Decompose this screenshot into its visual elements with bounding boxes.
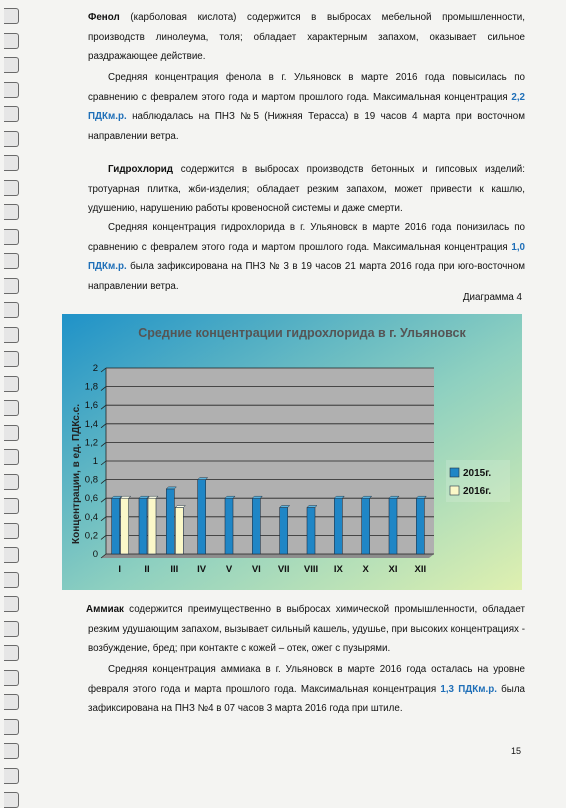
- binding-ring: [4, 425, 19, 441]
- ammonia-conc-text: Средняя концентрация аммиака в г. Ульяновск в марте 2016 года осталась на уровне февраля этого года и марта прошлого года. Максимальная концентрация: [88, 664, 525, 695]
- bar-2015: [198, 480, 206, 554]
- binding-ring: [4, 131, 19, 147]
- phenol-conc-text-end: наблюдалась на ПНЗ №5 (Нижняя Терасса) в 19 часов 4 марта при восточном направлении ветра.: [88, 111, 525, 142]
- ammonia-desc: содержится преимущественно в выбросах химической промышленности, обладает резким удушающим запахом, вызывает сильный кашель, удушье, при высоких концентрациях - возбуждение, бред; при контакте с кожей – отек, ожег с пузырями.: [88, 604, 525, 655]
- y-tick-label: 0,6: [84, 493, 98, 505]
- chart-title: Средние концентрации гидрохлорида в г. Ульяновск: [138, 326, 466, 340]
- hydrochloride-term: Гидрохлорид: [108, 164, 174, 175]
- legend-label: 2016г.: [463, 486, 492, 497]
- binding-ring: [4, 33, 19, 49]
- y-tick-label: 0,4: [84, 511, 98, 523]
- bar-top: [416, 496, 426, 498]
- bar-top: [198, 478, 208, 480]
- legend-label: 2015г.: [463, 468, 492, 479]
- binding-ring: [4, 400, 19, 416]
- x-tick-label: VI: [251, 564, 261, 575]
- x-tick-label: XI: [388, 564, 398, 575]
- bar-2015: [112, 498, 120, 554]
- bar-top: [389, 496, 399, 498]
- hydrochloride-desc: содержится в выбросах производств бетонных и гипсовых изделий: тротуарная плитка, жби-изделия; обладает резким запахом, может привести к кашлю, удушению, нарушению работы кровеносной системы и даже смерти.: [88, 164, 525, 215]
- legend-swatch: [450, 486, 459, 495]
- x-tick-label: I: [118, 564, 121, 575]
- bar-2015: [166, 489, 174, 554]
- binding-ring: [4, 547, 19, 563]
- chart-ylabel: Концентрации, в ед. ПДКс.с.: [71, 404, 82, 544]
- y-tick-label: 1,6: [84, 400, 98, 412]
- binding-ring: [4, 302, 19, 318]
- y-tick-label: 0,8: [84, 474, 98, 486]
- binding-ring: [4, 743, 19, 759]
- x-tick-label: IX: [333, 564, 343, 575]
- bar-2016: [175, 508, 183, 555]
- bar-top: [252, 496, 262, 498]
- binding-ring: [4, 82, 19, 98]
- binding-ring: [4, 155, 19, 171]
- binding-ring: [4, 351, 19, 367]
- spiral-binding: [0, 0, 24, 800]
- bar-2015: [362, 498, 370, 554]
- hydrochloride-conc-text-end: была зафиксирована на ПНЗ № 3 в 19 часов 21 марта 2016 года при юго-восточном направлении ветра.: [88, 261, 525, 292]
- x-tick-label: XII: [414, 564, 427, 575]
- bar-2015: [139, 498, 147, 554]
- binding-ring: [4, 792, 19, 808]
- binding-ring: [4, 694, 19, 710]
- binding-ring: [4, 449, 19, 465]
- bar-2016: [148, 498, 156, 554]
- binding-ring: [4, 180, 19, 196]
- binding-ring: [4, 645, 19, 661]
- ammonia-paragraph-2: [88, 660, 525, 719]
- ammonia-paragraph-1: [88, 600, 525, 659]
- bar-top: [280, 506, 290, 508]
- bar-2015: [416, 498, 424, 554]
- binding-ring: [4, 523, 19, 539]
- binding-ring: [4, 376, 19, 392]
- binding-ring: [4, 596, 19, 612]
- x-tick-label: VII: [277, 564, 290, 575]
- binding-ring: [4, 278, 19, 294]
- y-tick-label: 1,8: [84, 381, 98, 393]
- bar-top: [362, 496, 372, 498]
- phenol-paragraph-2: [88, 68, 525, 146]
- bar-2016: [121, 498, 129, 554]
- binding-ring: [4, 474, 19, 490]
- bar-top: [139, 496, 149, 498]
- binding-ring: [4, 204, 19, 220]
- binding-ring: [4, 8, 19, 24]
- diagram-label: Диаграмма 4: [462, 292, 522, 303]
- phenol-max-value: 2,2 ПДКм.р.: [88, 91, 525, 123]
- y-tick-label: 0,2: [84, 530, 98, 542]
- phenol-paragraph-1: [88, 8, 525, 67]
- x-tick-label: X: [362, 564, 369, 575]
- binding-ring: [4, 253, 19, 269]
- binding-ring: [4, 670, 19, 686]
- x-tick-label: III: [170, 564, 179, 575]
- binding-ring: [4, 719, 19, 735]
- hydrochloride-paragraph-2: [88, 218, 525, 296]
- ammonia-conc-text-end: была зафиксирована на ПНЗ №4 в 07 часов 3 марта 2016 года при штиле.: [88, 683, 525, 715]
- phenol-desc: (карболовая кислота) содержится в выбросах мебельной промышленности, производств линолеума, толя; обладает характерным запахом, оказывает сильное раздражающее действие.: [88, 12, 525, 63]
- y-tick-label: 1,4: [84, 418, 98, 430]
- legend-swatch: [450, 468, 459, 477]
- hydrochloride-paragraph-1: [88, 160, 525, 219]
- bar-2015: [252, 498, 260, 554]
- bar-2015: [334, 498, 342, 554]
- ammonia-max-value: 1,3 ПДКм.р.: [440, 683, 497, 695]
- binding-ring: [4, 57, 19, 73]
- bar-top: [112, 496, 122, 498]
- binding-ring: [4, 768, 19, 784]
- x-tick-label: VIII: [303, 564, 319, 575]
- binding-ring: [4, 498, 19, 514]
- binding-ring: [4, 572, 19, 588]
- hydrochloride-conc-text: Средняя концентрация гидрохлорида в г. Ульяновск в марте 2016 года понизилась по сравнению с февралем этого года и мартом прошлого года. Максимальная концентрация: [88, 222, 525, 253]
- bar-top: [225, 496, 235, 498]
- bar-top: [307, 506, 317, 508]
- y-tick-label: 2: [92, 363, 98, 374]
- y-tick-label: 1,2: [84, 437, 98, 449]
- x-tick-label: IV: [197, 564, 207, 575]
- x-tick-label: V: [225, 564, 233, 575]
- bar-top: [121, 496, 131, 498]
- plot-floor: [101, 554, 434, 558]
- bar-2015: [389, 498, 397, 554]
- y-tick-label: 1: [92, 456, 98, 467]
- binding-ring: [4, 229, 19, 245]
- hydrochloride-chart: [62, 314, 522, 590]
- binding-ring: [4, 327, 19, 343]
- bar-top: [166, 487, 176, 489]
- bar-top: [148, 496, 158, 498]
- phenol-term: Фенол: [88, 12, 120, 23]
- phenol-conc-text: Средняя концентрация фенола в г. Ульяновск в марте 2016 года повысилась по сравнению с февралем этого года и мартом прошлого года. Максимальная концентрация: [88, 72, 525, 103]
- bar-2015: [307, 508, 315, 555]
- page-number: 15: [511, 746, 522, 756]
- bar-top: [175, 506, 185, 508]
- bar-2015: [225, 498, 233, 554]
- hydrochloride-max-value: 1,0 ПДКм.р.: [88, 241, 525, 273]
- bar-2015: [280, 508, 288, 555]
- y-tick-label: 0: [92, 549, 98, 560]
- binding-ring: [4, 621, 19, 637]
- bar-top: [334, 496, 344, 498]
- x-tick-label: II: [144, 564, 150, 575]
- ammonia-term: Аммиак: [86, 604, 124, 615]
- binding-ring: [4, 106, 19, 122]
